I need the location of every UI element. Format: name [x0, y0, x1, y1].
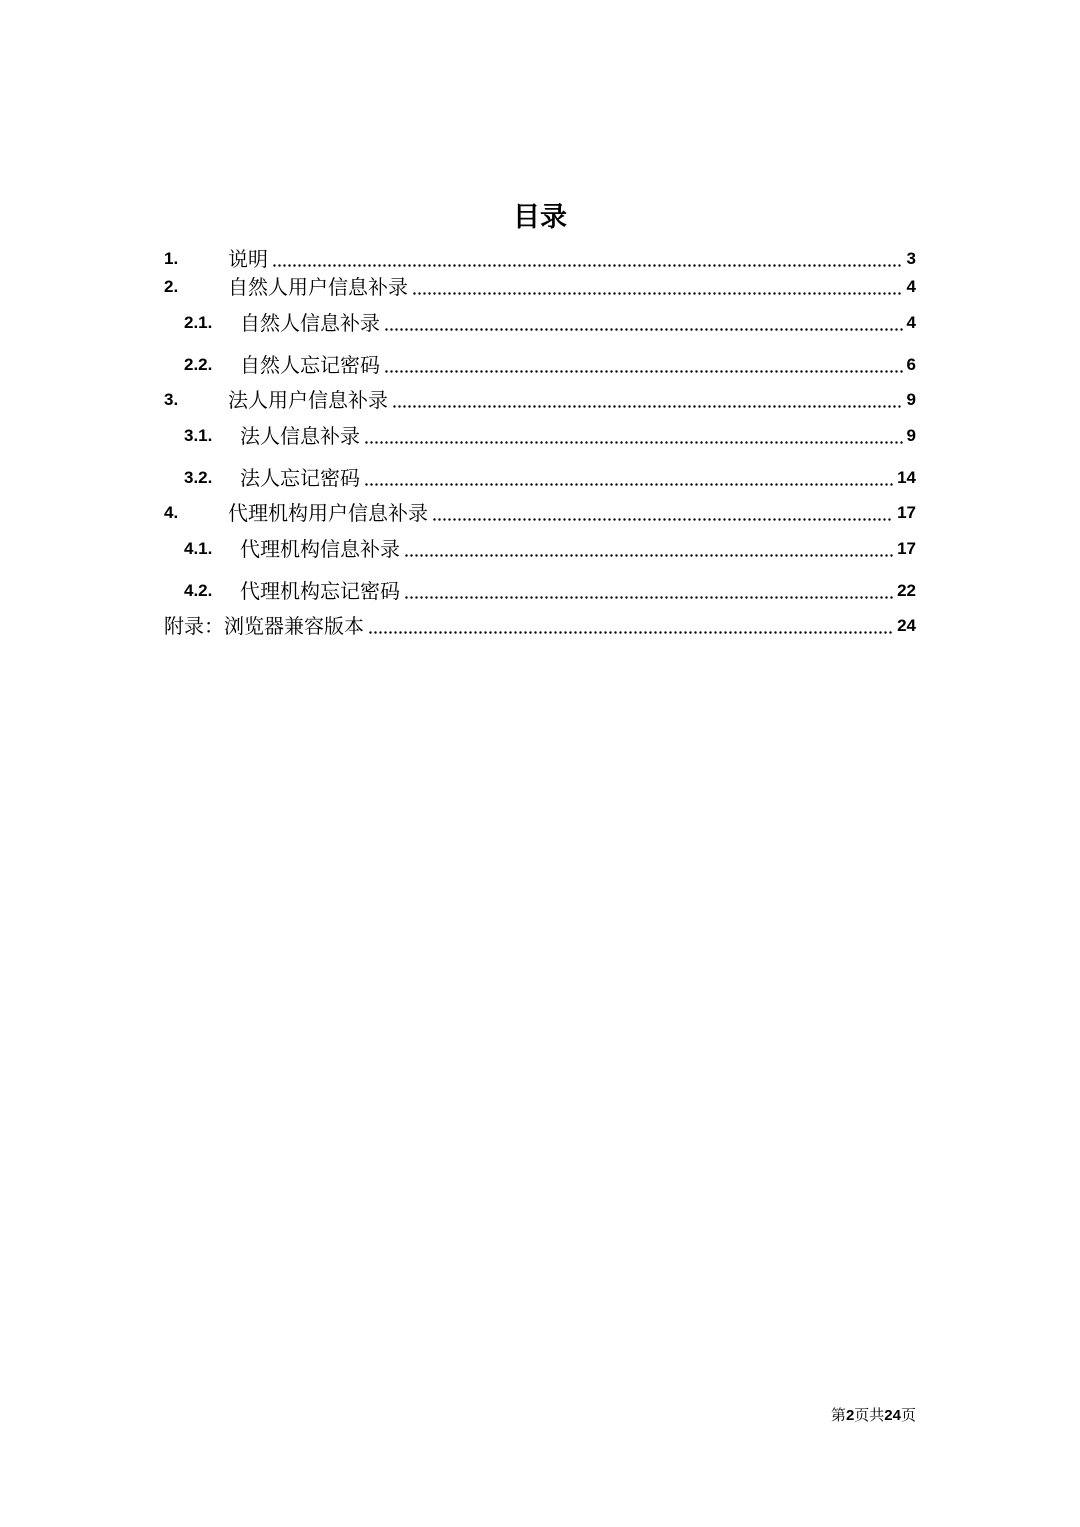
toc-entry-text: 代理机构用户信息补录 [228, 501, 428, 525]
toc-entry-number: 4.2. [184, 581, 213, 600]
toc-dot-leader [364, 463, 893, 493]
toc-dot-leader [384, 350, 903, 380]
footer-current-page: 2 [845, 1407, 855, 1424]
toc-entry[interactable] [184, 534, 916, 564]
toc-entry-text: 法人忘记密码 [240, 466, 360, 490]
toc-entry-text: 说明 [228, 247, 268, 271]
toc-title: 目录 [513, 202, 567, 233]
footer-middle: 页共 [854, 1406, 885, 1424]
toc-entry[interactable] [184, 463, 916, 493]
toc-entry-text: 附录：浏览器兼容版本 [164, 614, 364, 638]
toc-entry-number: 3.1. [184, 426, 213, 445]
toc-entry-number: 4.1. [184, 539, 213, 558]
toc-entry-text: 自然人用户信息补录 [228, 275, 408, 299]
toc-entry[interactable] [184, 576, 916, 606]
toc-entry[interactable] [164, 244, 916, 274]
toc-entry[interactable] [184, 421, 916, 451]
toc-entry-number: 4. [164, 503, 179, 522]
toc-entry-number: 3.2. [184, 468, 213, 487]
toc-entry-text: 法人信息补录 [240, 424, 360, 448]
toc-entry-page: 9 [906, 390, 916, 409]
toc-entry-page: 4 [906, 277, 916, 296]
toc-dot-leader [404, 534, 893, 564]
toc-entry-page: 3 [906, 249, 916, 268]
toc-entry-number: 2.2. [184, 355, 213, 374]
toc-entry-text: 自然人忘记密码 [240, 353, 380, 377]
toc-entry-page: 22 [897, 581, 916, 600]
toc-entry-appendix[interactable] [164, 611, 916, 641]
toc-entry-page: 17 [897, 503, 916, 522]
toc-entry[interactable] [164, 498, 916, 528]
toc-entry[interactable] [184, 308, 916, 338]
toc-dot-leader [392, 385, 903, 415]
toc-dot-leader [272, 244, 903, 274]
toc-entry-page: 6 [906, 355, 916, 374]
toc-dot-leader [432, 498, 893, 528]
page-footer [831, 1404, 916, 1427]
toc-entry-page: 24 [897, 616, 916, 635]
toc-entry-text: 代理机构信息补录 [240, 537, 400, 561]
toc-dot-leader [364, 421, 903, 451]
toc-entry[interactable] [184, 350, 916, 380]
toc-entry-page: 17 [897, 539, 916, 558]
toc-dot-leader [412, 272, 903, 302]
toc-entry-page: 4 [906, 313, 916, 332]
footer-suffix: 页 [900, 1406, 916, 1424]
toc-entry-text: 代理机构忘记密码 [240, 579, 400, 603]
toc-entry[interactable] [164, 272, 916, 302]
toc-entry-number: 3. [164, 390, 179, 409]
toc-entry-text: 自然人信息补录 [240, 311, 380, 335]
toc-dot-leader [404, 576, 893, 606]
toc-entry[interactable] [164, 385, 916, 415]
toc-entry-page: 9 [906, 426, 916, 445]
toc-dot-leader [368, 611, 893, 641]
toc-dot-leader [384, 308, 903, 338]
toc-entry-number: 1. [164, 249, 179, 268]
footer-total-pages: 24 [884, 1407, 901, 1424]
footer-prefix: 第 [830, 1406, 846, 1424]
toc-entry-number: 2. [164, 277, 179, 296]
toc-entry-number: 2.1. [184, 313, 213, 332]
toc-entry-page: 14 [897, 468, 916, 487]
toc-entry-text: 法人用户信息补录 [228, 388, 388, 412]
